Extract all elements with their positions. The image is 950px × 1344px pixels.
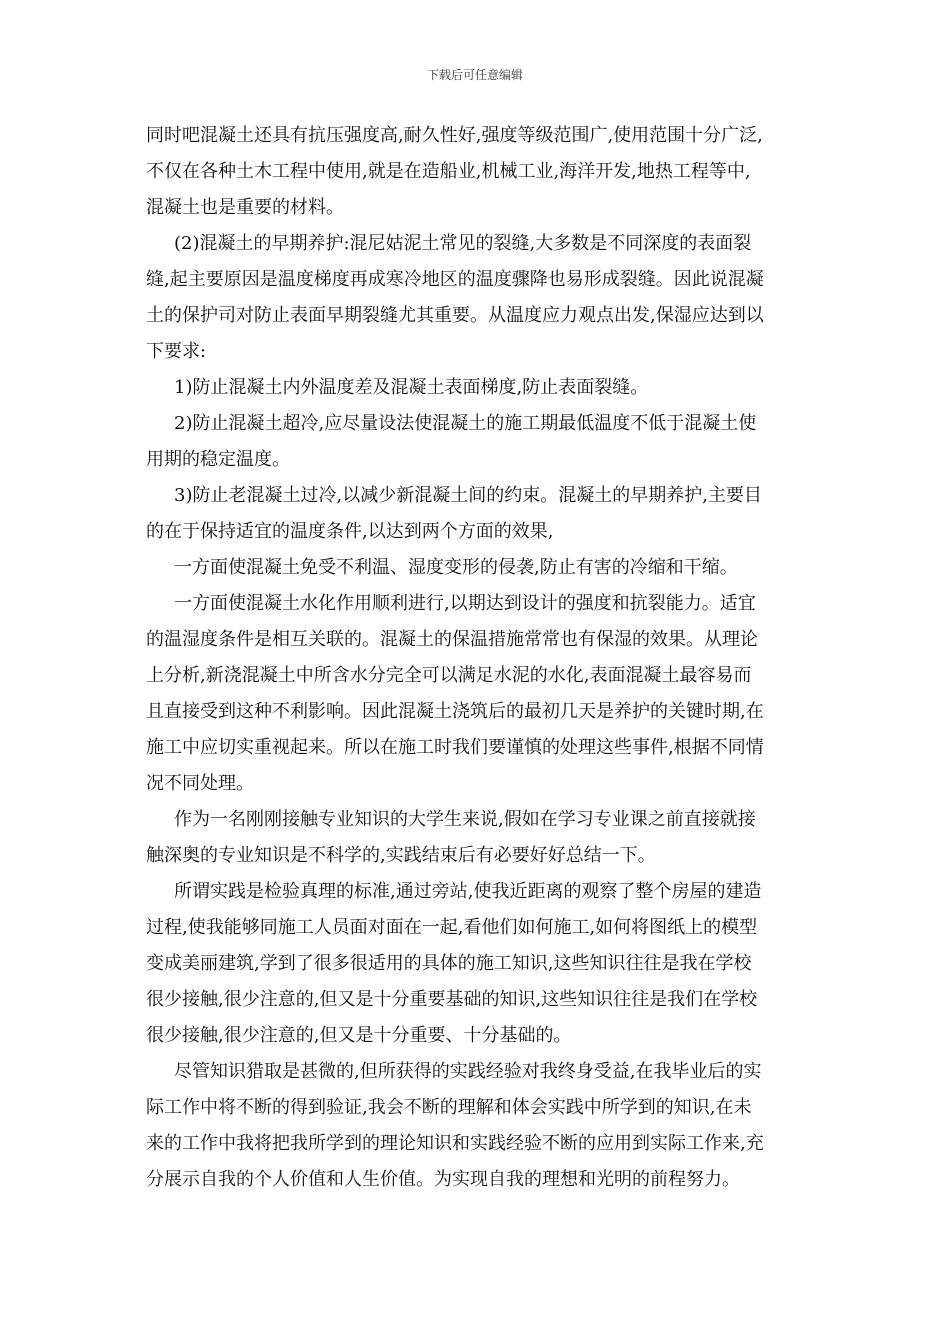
text-line: 3)防止老混凝土过冷,以减少新混凝土间的约束。混凝土的早期养护,主要目 — [174, 485, 762, 506]
page-header-note: 下载后可任意编辑 — [426, 68, 523, 82]
text-line: 1)防止混凝土内外温度差及混凝土表面梯度,防止表面裂缝。 — [174, 377, 649, 398]
text-line: 尽管知识猎取是甚微的,但所获得的实践经验对我终身受益,在我毕业后的实 — [174, 1061, 762, 1082]
text-line: 分展示自我的个人价值和人生价值。为实现自我的理想和光明的前程努力。 — [146, 1169, 740, 1190]
text-line: 缝,起主要原因是温度梯度再成寒冷地区的温度骤降也易形成裂缝。因此说混凝 — [146, 269, 764, 290]
text-line: 同时吧混凝土还具有抗压强度高,耐久性好,强度等级范围广,使用范围十分广泛, — [146, 125, 763, 146]
text-line: 作为一名刚刚接触专业知识的大学生来说,假如在学习专业课之前直接就接 — [174, 809, 756, 830]
text-line: 触深奥的专业知识是不科学的,实践结束后有必要好好总结一下。 — [146, 845, 656, 866]
text-line: 的温湿度条件是相互关联的。混凝土的保温措施常常也有保湿的效果。从理论 — [146, 629, 758, 650]
text-line: 来的工作中我将把我所学到的理论知识和实践经验不断的应用到实际工作来,充 — [146, 1133, 764, 1154]
text-line: 且直接受到这种不利影响。因此混凝土浇筑后的最初几天是养护的关键时期,在 — [146, 701, 764, 722]
text-line: 际工作中将不断的得到验证,我会不断的理解和体会实践中所学到的知识,在未 — [146, 1097, 752, 1118]
text-line: 用期的稳定温度。 — [146, 449, 290, 470]
text-line: (2)混凝土的早期养护:混尼姑泥土常见的裂缝,大多数是不同深度的表面裂 — [174, 233, 752, 254]
document-body — [146, 118, 810, 1198]
text-line: 况不同处理。 — [146, 773, 254, 794]
text-line: 下要求: — [146, 341, 207, 362]
text-line: 过程,使我能够同施工人员面对面在一起,看他们如何施工,如何将图纸上的模型 — [146, 917, 758, 938]
text-line: 很少接触,很少注意的,但又是十分重要基础的知识,这些知识往往是我们在学校 — [146, 989, 758, 1010]
text-line: 所谓实践是检验真理的标准,通过旁站,使我近距离的观察了整个房屋的建造 — [174, 881, 762, 902]
text-line: 土的保护司对防止表面早期裂缝尤其重要。从温度应力观点出发,保湿应达到以 — [146, 305, 764, 326]
text-line: 变成美丽建筑,学到了很多很适用的具体的施工知识,这些知识往往是我在学校 — [146, 953, 752, 974]
text-line: 不仅在各种土木工程中使用,就是在造船业,机械工业,海洋开发,地热工程等中, — [146, 161, 751, 182]
text-line: 一方面使混凝土水化作用顺利进行,以期达到设计的强度和抗裂能力。适宜 — [174, 593, 756, 614]
text-line: 一方面使混凝土免受不利温、湿度变形的侵袭,防止有害的冷缩和干缩。 — [174, 557, 738, 578]
text-line: 很少接触,很少注意的,但又是十分重要、十分基础的。 — [146, 1025, 572, 1046]
text-line: 混凝土也是重要的材料。 — [146, 197, 344, 218]
text-line: 2)防止混凝土超冷,应尽量设法使混凝土的施工期最低温度不低于混凝土使 — [174, 413, 757, 434]
text-line: 施工中应切实重视起来。所以在施工时我们要谨慎的处理这些事件,根据不同情 — [146, 737, 764, 758]
text-line: 的在于保持适宜的温度条件,以达到两个方面的效果, — [146, 521, 554, 542]
text-line: 上分析,新浇混凝土中所含水分完全可以满足水泥的水化,表面混凝土最容易而 — [146, 665, 752, 686]
